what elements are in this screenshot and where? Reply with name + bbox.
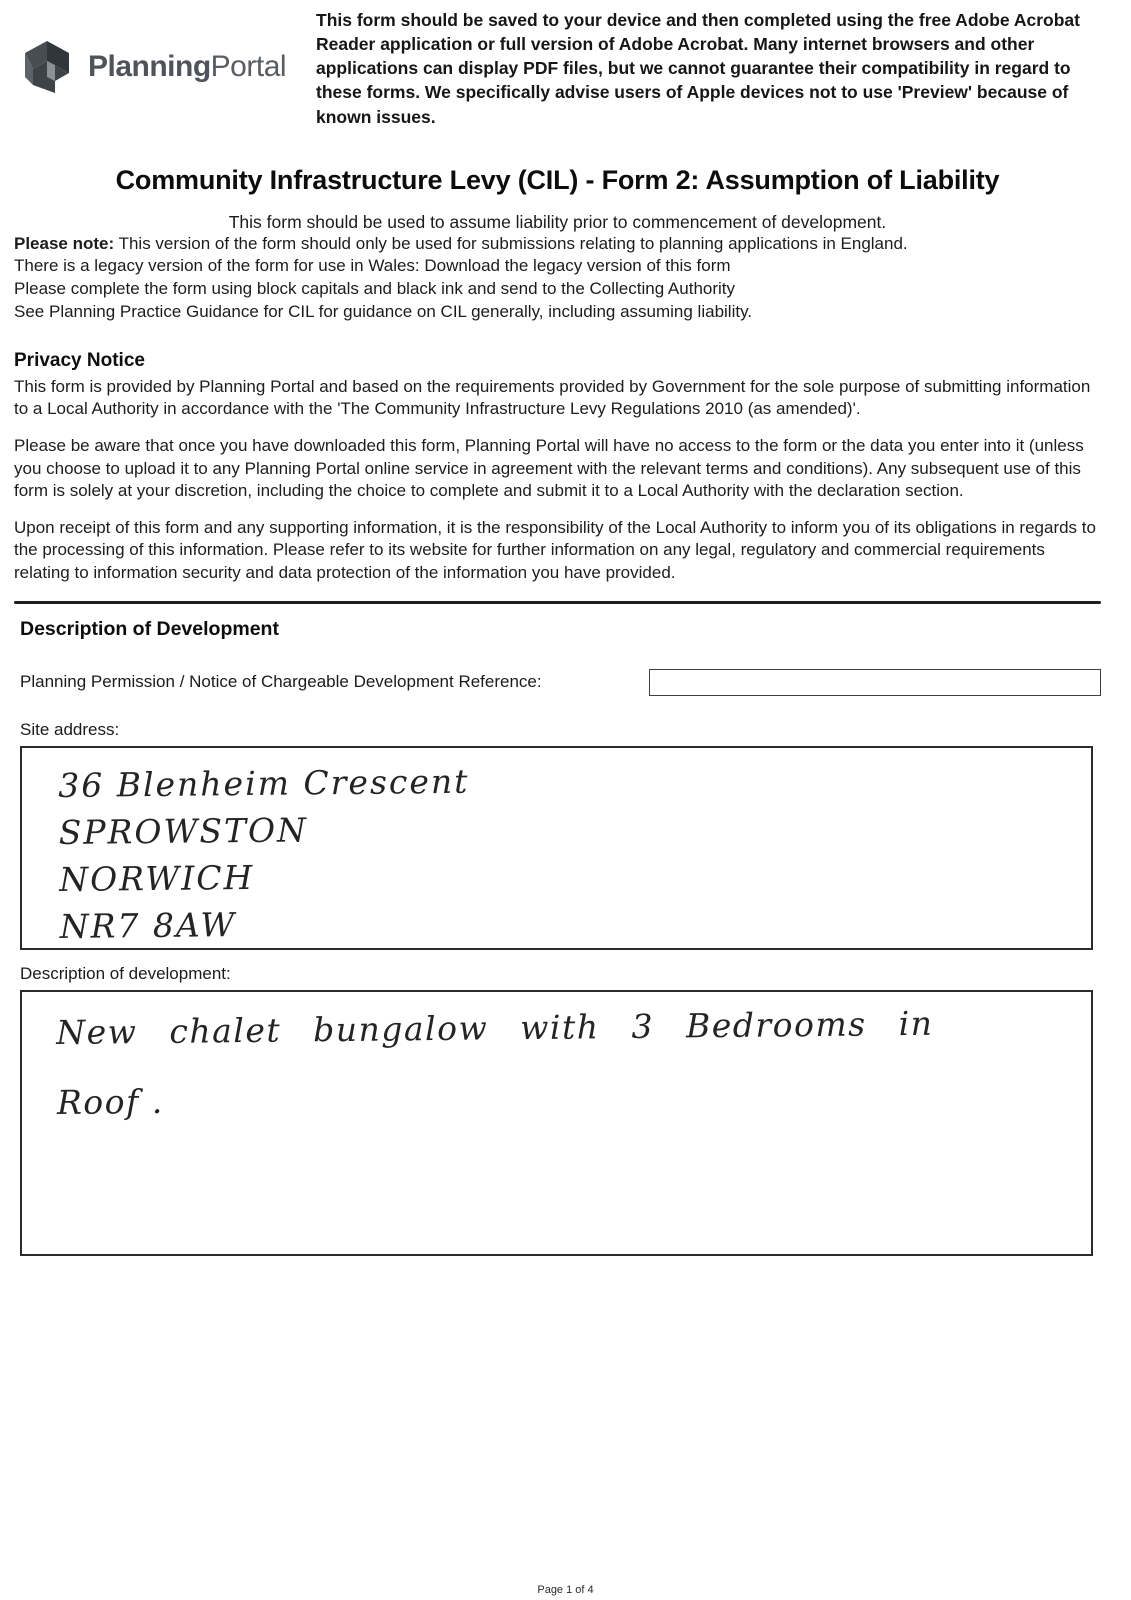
wales-text: There is a legacy version of the form for use in Wales: — [14, 256, 425, 276]
page-number: Page 1 of 4 — [537, 1584, 594, 1596]
planning-portal-logo-text — [88, 50, 286, 84]
planning-portal-logo-icon — [16, 38, 78, 96]
guidance-paragraph — [14, 301, 1101, 324]
form-subtitle: This form should be used to assume liability prior to commencement of development. — [228, 211, 887, 232]
site-address-line: NR7 8AW — [59, 904, 237, 946]
site-address-field[interactable] — [20, 746, 1093, 950]
development-description-label: Description of development: — [20, 963, 231, 983]
legacy-form-link[interactable]: Download the legacy version of this form — [424, 256, 731, 276]
form-title: Community Infrastructure Levy (CIL) - Form 2: Assumption of Liability — [115, 164, 1000, 195]
privacy-paragraph-2: Please be aware that once you have downloaded this form, Planning Portal will have no access to the form or the data you enter into it (unless you choose to upload it to any Planning Portal online service in agreement with the relevant terms and conditions). Any subsequent use of this form is solely at your discretion, including the choice to complete and submit it to a Local Authority with the declaration section. — [14, 435, 1084, 501]
please-note-label: Please note: — [14, 233, 115, 253]
description-line: New chalet bungalow with 3 Bedrooms in — [56, 1003, 934, 1052]
development-description-handwriting — [56, 999, 1092, 1126]
privacy-paragraph-3: Upon receipt of this form and any supporting information, it is the responsibility of the Local Authority to inform you of its obligations in regards to the processing of this information. Please refer to its website for further information on any legal, regulatory and commercial requirements relating to information security and data protection of the information you have provided. — [14, 517, 1096, 583]
guidance-post-text: for guidance on CIL generally, including assuming liability. — [313, 302, 753, 321]
site-address-handwriting — [58, 751, 1093, 950]
planning-practice-guidance-link[interactable]: Planning Practice Guidance for CIL — [48, 302, 314, 321]
site-address-line: SPROWSTON — [58, 810, 309, 852]
block-capitals-instruction: Please complete the form using block capitals and black ink and send to the Collecting Authority — [14, 279, 736, 299]
planning-reference-label: Planning Permission / Notice of Chargeable Development Reference: — [20, 672, 542, 692]
please-note-text: This version of the form should only be used for submissions relating to planning applications in England. — [114, 233, 908, 253]
guidance-pre-text: See — [14, 302, 49, 321]
description-of-development-heading: Description of Development — [20, 617, 279, 640]
logo-text-portal: Portal — [210, 50, 287, 83]
privacy-paragraph-1: This form is provided by Planning Portal and based on the requirements provided by Government for the sole purpose of submitting information to a Local Authority in accordance with the 'The Community Infrastructure Levy Regulations 2010 (as amended)'. — [14, 376, 1091, 419]
logo-text-planning: Planning — [88, 50, 211, 83]
site-address-line: 36 Blenheim Crescent — [58, 761, 470, 805]
page-header — [14, 8, 1101, 129]
description-line: Roof . — [56, 1081, 164, 1122]
please-note-paragraph — [14, 233, 1101, 279]
privacy-notice-heading: Privacy Notice — [14, 349, 145, 371]
section-divider — [14, 601, 1101, 604]
site-address-label: Site address: — [20, 719, 120, 739]
planning-reference-row — [14, 669, 1101, 696]
adobe-compatibility-notice: This form should be saved to your device and then completed using the free Adobe Acrobat Reader application or full version of Adobe Acrobat. Many internet browsers and other applications can display PDF files, but we cannot guarantee their compatibility in regard to these forms. We specifically advise users of Apple devices not to use 'Preview' because of known issues. — [316, 10, 1080, 127]
site-address-line: NORWICH — [59, 857, 255, 899]
planning-portal-logo — [16, 38, 316, 96]
planning-reference-input[interactable] — [649, 669, 1101, 696]
development-description-field[interactable] — [20, 990, 1093, 1256]
